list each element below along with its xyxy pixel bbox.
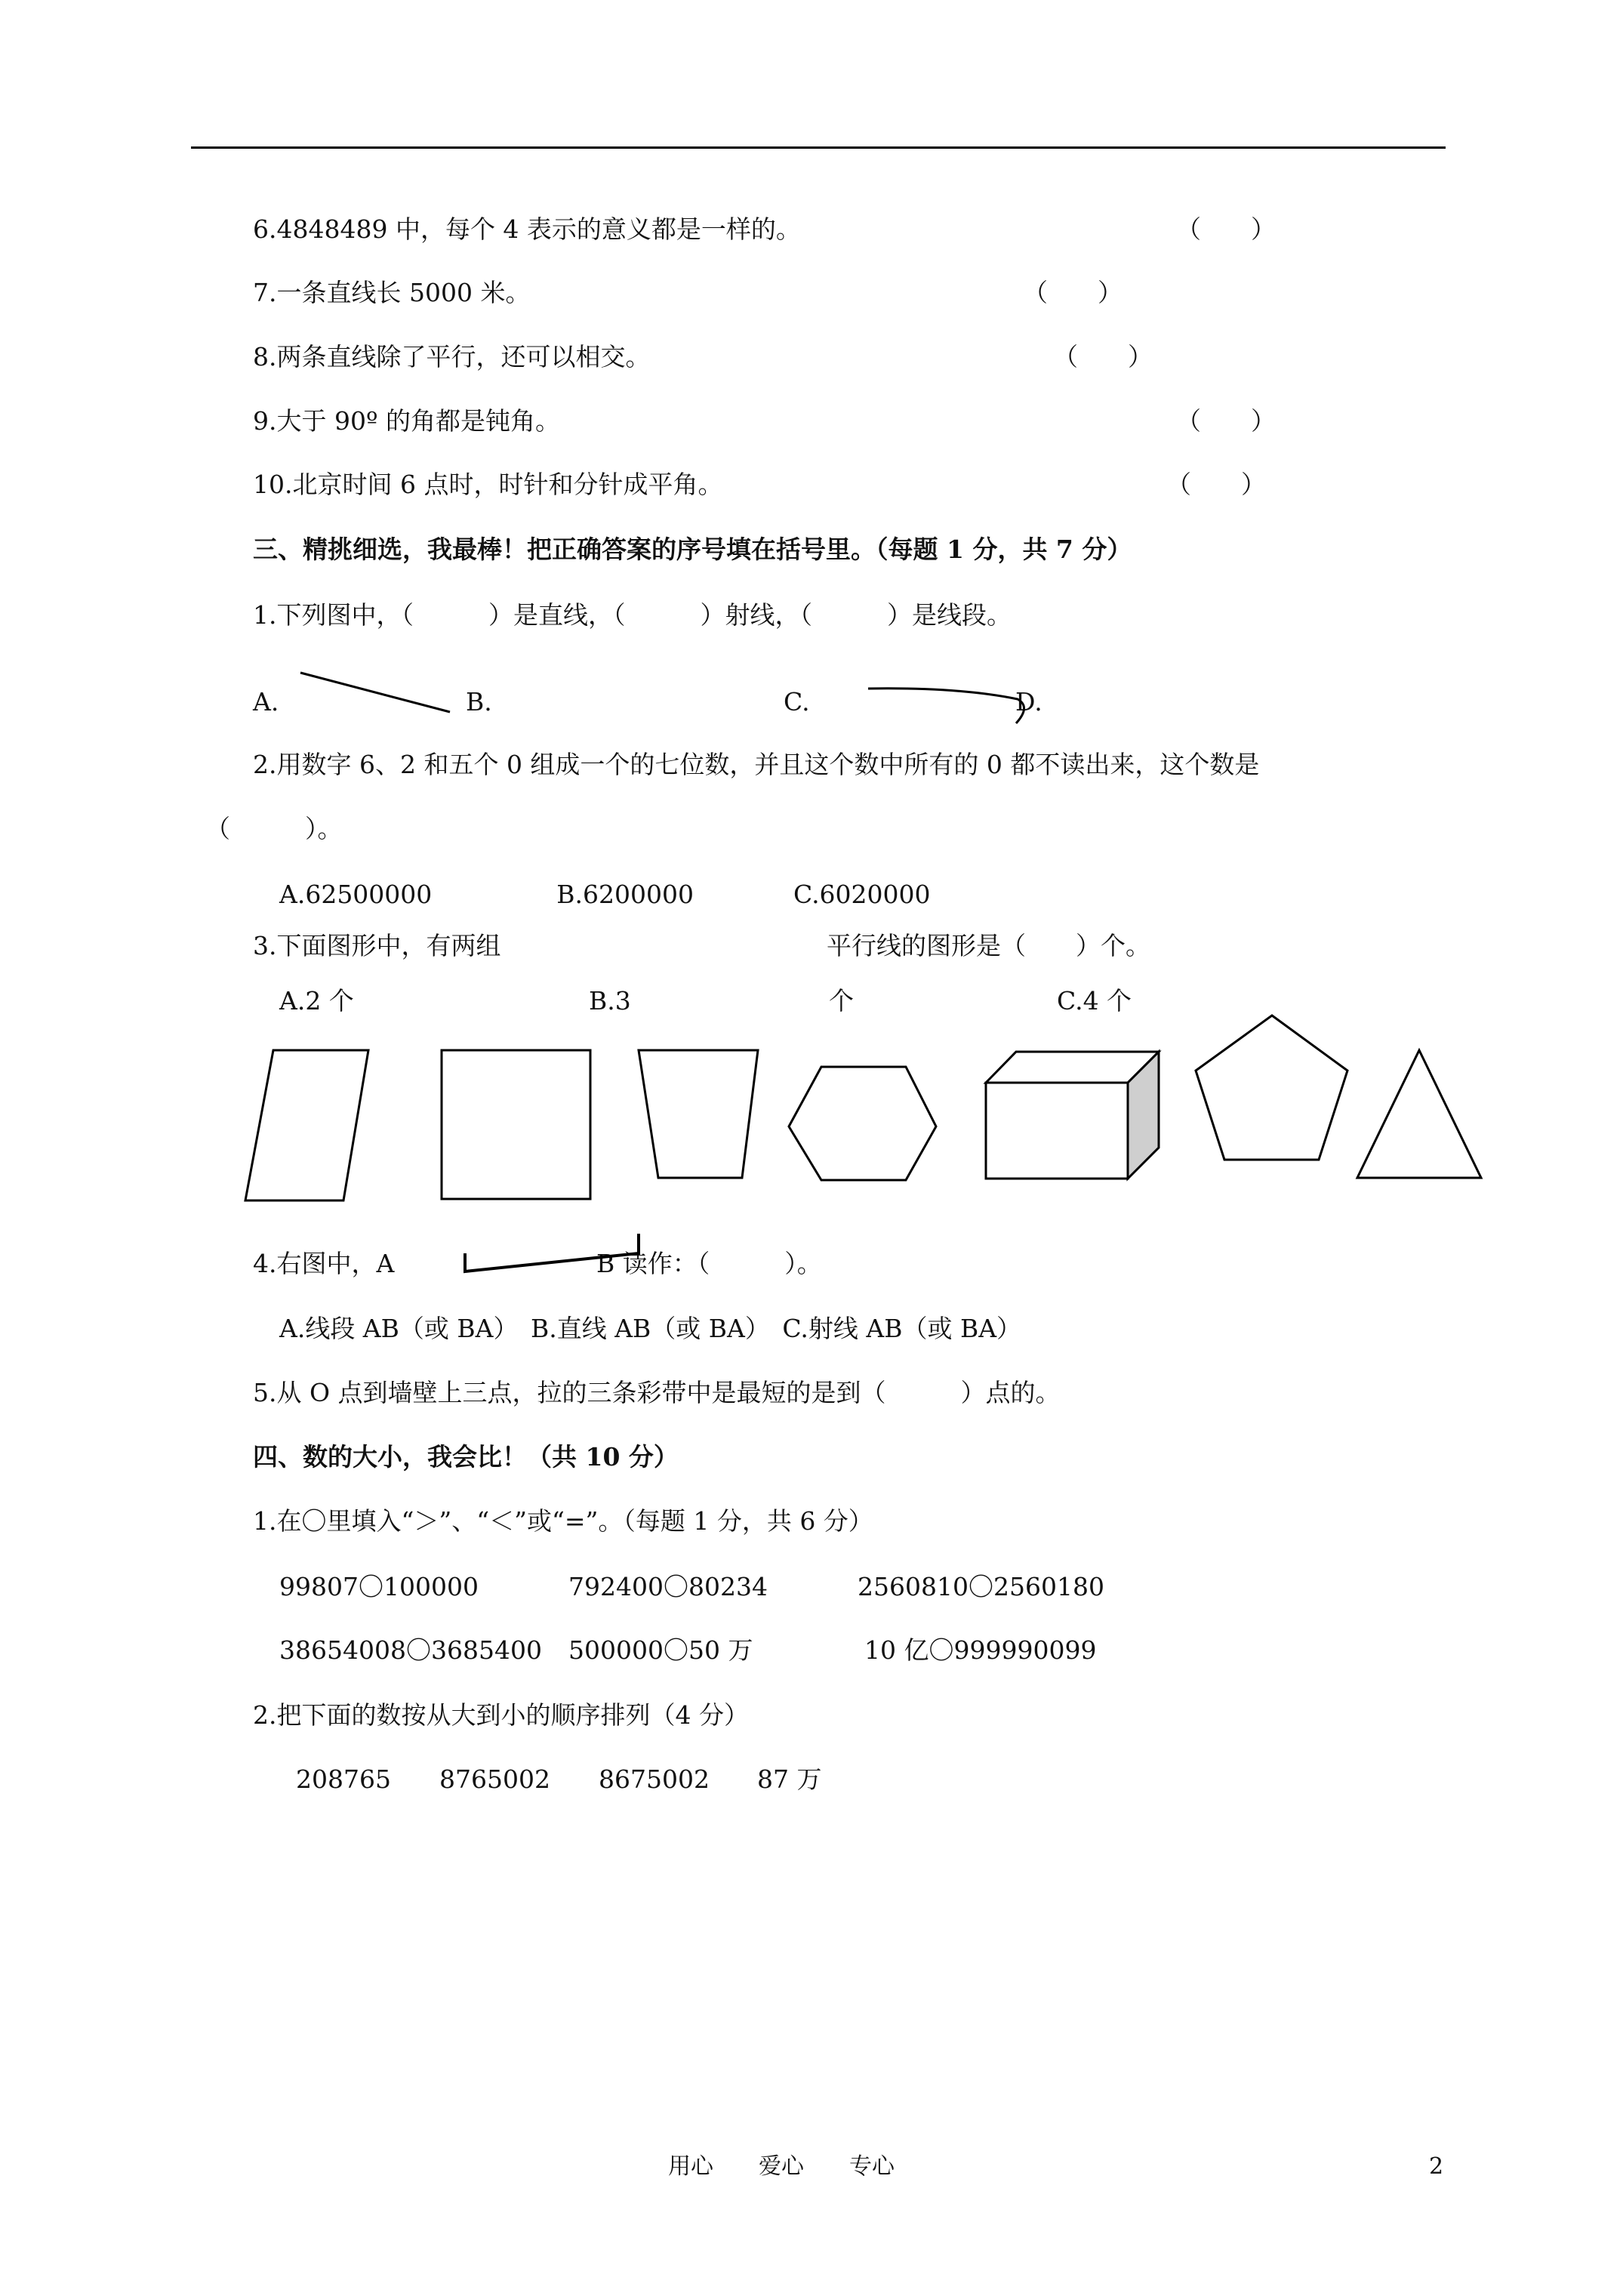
compare-3: 2560810〇2560180 (858, 1572, 1104, 1601)
figure-segment-ab (465, 1234, 639, 1271)
s3-q3-option-c: C.4 个 (1057, 986, 1132, 1015)
s3-q2-line2: （ ）。 (205, 814, 343, 843)
section3-title: 三、精挑细选，我最棒！把正确答案的序号填在括号里。（每题 1 分，共 7 分） (253, 535, 1132, 564)
s3-q3-text-a: 3.下面图形中，有两组 (253, 931, 501, 960)
order-number-1: 208765 (296, 1764, 391, 1794)
compare-2: 792400〇80234 (568, 1572, 768, 1601)
judge-item-9: 9.大于 90º 的角都是钝角。 (253, 406, 560, 436)
shape-cuboid-front (986, 1083, 1128, 1179)
page-number: 2 (1429, 2153, 1444, 2180)
section4-title: 四、数的大小，我会比！（共 10 分） (253, 1442, 679, 1472)
s3-q2-line1: 2.用数字 6、2 和五个 0 组成一个的七位数，并且这个数中所有的 0 都不读出来，这个数是 (253, 750, 1260, 779)
order-number-3: 8675002 (599, 1764, 710, 1794)
s3-q1-option-c: C. (784, 687, 810, 717)
order-number-4: 87 万 (757, 1764, 822, 1794)
compare-5: 500000〇50 万 (568, 1635, 753, 1665)
s3-q2-options: A.62500000 B.6200000 C.6020000 (279, 880, 931, 909)
shape-trapezoid (639, 1050, 758, 1178)
s4-q1-text: 1.在〇里填入“＞”、“＜”或“=”。（每题 1 分，共 6 分） (253, 1506, 873, 1536)
s3-q4-text-b: B 读作：（ ）。 (596, 1249, 822, 1278)
s3-q1-text: 1.下列图中，（ ）是直线，（ ）射线，（ ）是线段。 (253, 600, 1012, 630)
s3-q3-option-b: B.3 (589, 986, 631, 1015)
shape-pentagon (1196, 1015, 1347, 1160)
compare-4: 38654008〇3685400 (279, 1635, 542, 1665)
s3-q4-text-a: 4.右图中，A (253, 1249, 395, 1278)
s3-q1-option-d: D. (1015, 687, 1042, 717)
shape-hexagon (789, 1067, 936, 1180)
judge-item-6: 6.4848489 中，每个 4 表示的意义都是一样的。 (253, 214, 801, 244)
shape-triangle (1357, 1050, 1481, 1178)
compare-6: 10 亿〇999990099 (864, 1635, 1097, 1665)
s3-q3-option-a: A.2 个 (279, 986, 354, 1015)
s3-q5-text: 5.从 O 点到墙壁上三点，拉的三条彩带中是最短的是到（ ）点的。 (253, 1378, 1061, 1407)
s3-q1-option-b: B. (466, 687, 492, 717)
judge-item-8: 8.两条直线除了平行，还可以相交。 (253, 342, 651, 371)
s3-q3-option-b-unit: 个 (829, 986, 854, 1015)
s3-q3-text-b: 平行线的图形是（ ）个。 (827, 931, 1150, 960)
figure-curve-c (868, 689, 1024, 723)
judge-paren-8[interactable]: （ ） (1053, 342, 1153, 371)
shape-cuboid-side (1128, 1052, 1159, 1179)
shape-parallelogram (245, 1050, 368, 1200)
judge-paren-10[interactable]: （ ） (1166, 470, 1266, 499)
compare-1: 99807〇100000 (279, 1572, 479, 1601)
figure-line-a (300, 673, 450, 712)
judge-paren-6[interactable]: （ ） (1176, 214, 1276, 244)
s3-q4-options: A.线段 AB（或 BA） B.直线 AB（或 BA） C.射线 AB（或 BA） (279, 1314, 1022, 1343)
judge-paren-9[interactable]: （ ） (1176, 406, 1276, 436)
judge-item-10: 10.北京时间 6 点时，时针和分针成平角。 (253, 470, 723, 499)
footer-motto: 用心 爱心 专心 (668, 2153, 895, 2180)
order-number-2: 8765002 (439, 1764, 550, 1794)
s3-q1-option-a: A. (253, 687, 279, 717)
judge-paren-7[interactable]: （ ） (1023, 278, 1123, 307)
s4-q2-text: 2.把下面的数按从大到小的顺序排列（4 分） (253, 1700, 749, 1730)
judge-item-7: 7.一条直线长 5000 米。 (253, 278, 531, 307)
shape-square (442, 1050, 590, 1199)
